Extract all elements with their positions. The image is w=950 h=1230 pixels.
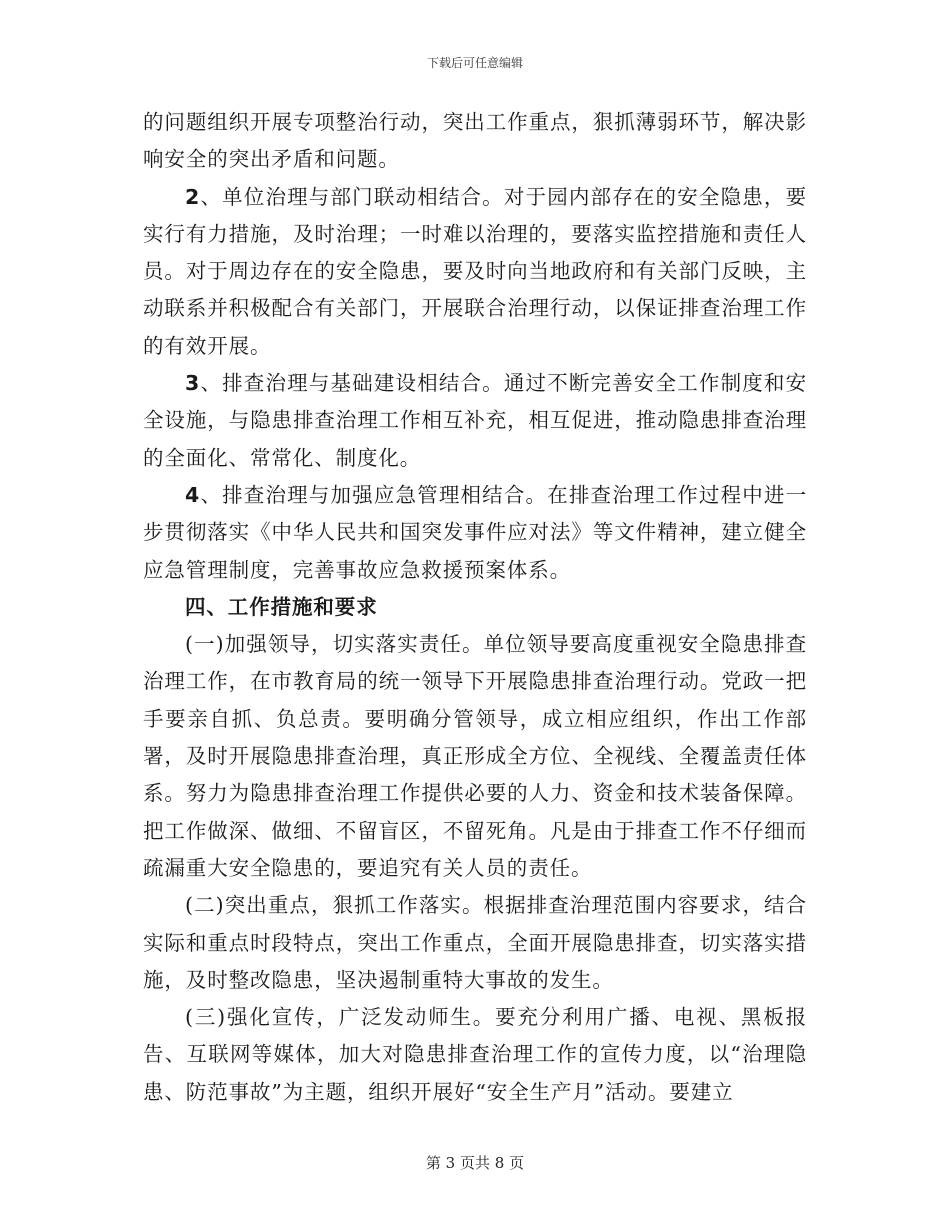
item-number: 2 [185, 184, 201, 209]
paragraph-text: 、排查治理与基础建设相结合。通过不断完善安全工作制度和安全设施，与隐患排查治理工作相互补充，相互促进，推动隐患排查治理的全面化、常常化、制度化。 [143, 371, 807, 470]
paragraph-continuation: 的问题组织开展专项整治行动，突出工作重点，狠抓薄弱环节，解决影响安全的突出矛盾和问题。 [143, 110, 807, 172]
paragraph-measure-3: (三)强化宣传，广泛发动师生。要充分利用广播、电视、黑板报告、互联网等媒体，加大对隐患排查治理工作的宣传力度，以“治理隐患、防范事故”为主题，组织开展好“安全生产月”活动。要建立 [143, 1005, 807, 1104]
item-number: 4 [185, 482, 201, 507]
paragraph-text: 、单位治理与部门联动相结合。对于园内部存在的安全隐患，要实行有力措施，及时治理；一时难以治理的，要落实监控措施和责任人员。对于周边存在的安全隐患，要及时向当地政府和有关部门反映，主动联系并积极配合有关部门，开展联合治理行动，以保证排查治理工作的有效开展。 [143, 184, 807, 358]
paragraph-item-3 [143, 365, 807, 477]
paragraph-measure-2: (二)突出重点，狠抓工作落实。根据排查治理范围内容要求，结合实际和重点时段特点，突出工作重点，全面开展隐患排查，切实落实措施，及时整改隐患，坚决遏制重特大事故的发生。 [143, 893, 807, 992]
page-number: 第 3 页共 8 页 [425, 1154, 525, 1172]
document-body [143, 104, 807, 1111]
section-heading: 四、工作措施和要求 [185, 594, 378, 619]
paragraph-item-4 [143, 477, 807, 589]
paragraph-item-2 [143, 179, 807, 365]
paragraph-measure-1: (一)加强领导，切实落实责任。单位领导要高度重视安全隐患排查治理工作，在市教育局的统一领导下开展隐患排查治理行动。党政一把手要亲自抓、负总责。要明确分管领导，成立相应组织，作出工作部署，及时开展隐患排查治理，真正形成全方位、全视线、全覆盖责任体系。努力为隐患排查治理工作提供必要的人力、资金和技术装备保障。把工作做深、做细、不留盲区，不留死角。凡是由于排查工作不仔细而疏漏重大安全隐患的，要追究有关人员的责任。 [143, 632, 807, 880]
header-note: 下载后可任意编辑 [426, 56, 523, 70]
paragraph-text: 、排查治理与加强应急管理相结合。在排查治理工作过程中进一步贯彻落实《中华人民共和国突发事件应对法》等文件精神，建立健全应急管理制度，完善事故应急救援预案体系。 [143, 482, 807, 582]
item-number: 3 [185, 371, 201, 396]
